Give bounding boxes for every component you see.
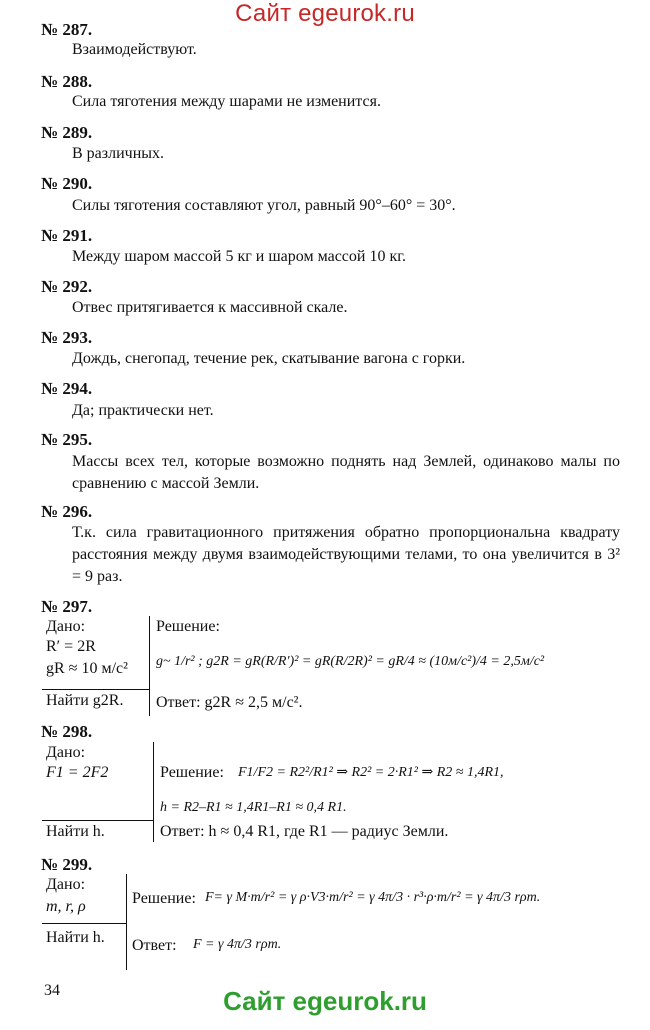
problem-number: № 293. — [41, 328, 93, 347]
problem-number: № 297. — [41, 597, 93, 616]
problem-number: № 296. — [41, 502, 93, 521]
solution-formula: g~ 1/r² ; g2R = gR(R/R′)² = gR(R/2R)² = gR/4 ≈ (10м/с²)/4 = 2,5м/с² — [156, 654, 545, 669]
find-label: Найти h. — [46, 823, 105, 840]
problem-number: № 289. — [41, 123, 93, 142]
problem-answer: Дождь, снегопад, течение рек, скатывание вагона с горки. — [72, 350, 466, 367]
problem-answer: Да; практически нет. — [72, 402, 214, 419]
problem-number: № 292. — [41, 277, 93, 296]
site-watermark-bottom: Сайт egeurok.ru — [223, 986, 427, 1016]
given-value: m, r, ρ — [46, 898, 86, 915]
page-number: 34 — [44, 982, 60, 999]
problem-answer: Отвес притягивается к массивной скале. — [72, 299, 348, 316]
problem-answer: В различных. — [72, 145, 164, 162]
site-watermark-top: Сайт egeurok.ru — [235, 0, 415, 27]
problem-answer: Сила тяготения между шарами не изменится. — [72, 93, 381, 110]
solution-label: Решение: — [132, 890, 196, 907]
answer-line: Ответ: g2R ≈ 2,5 м/с². — [156, 694, 303, 711]
find-label: Найти g2R. — [46, 692, 124, 709]
problem-answer: Массы всех тел, которые возможно поднять над Землей, одинаково малы по сравнению с массой Земли. — [72, 453, 620, 492]
given-label: Дано: — [46, 876, 86, 893]
given-label: Дано: — [46, 618, 86, 635]
problem-answer: Силы тяготения составляют угол, равный 90°–60° = 30°. — [72, 197, 456, 214]
answer-line: Ответ: h ≈ 0,4 R1, где R1 — радиус Земли. — [160, 823, 449, 840]
answer-label: Ответ: — [132, 937, 177, 954]
solution-formula: h = R2–R1 ≈ 1,4R1–R1 ≈ 0,4 R1. — [160, 800, 347, 815]
problem-number: № 299. — [41, 855, 93, 874]
problem-answer: Т.к. сила гравитационного притяжения обратно пропорциональна квадрату расстояния между двумя взаимодействующими телами, то она увеличится в 3² = 9 раз. — [72, 524, 620, 585]
problem-number: № 288. — [41, 72, 93, 91]
problem-number: № 294. — [41, 379, 93, 398]
problem-number: № 290. — [41, 174, 93, 193]
answer-formula: F = γ 4π/3 rρm. — [193, 937, 282, 952]
solution-label: Решение: — [156, 618, 220, 635]
solution-formula: F1/F2 = R2²/R1² ⇒ R2² = 2·R1² ⇒ R2 ≈ 1,4R1, — [238, 765, 504, 780]
problem-number: № 295. — [41, 430, 93, 449]
problem-number: № 291. — [41, 226, 93, 245]
given-value: R′ = 2R — [46, 638, 96, 655]
solution-label: Решение: — [160, 764, 224, 781]
problem-answer: Взаимодействуют. — [72, 41, 197, 58]
given-label: Дано: — [46, 744, 86, 761]
problem-number: № 298. — [41, 722, 93, 741]
given-value: gR ≈ 10 м/с² — [46, 660, 128, 677]
problem-number: № 287. — [41, 20, 93, 39]
problem-answer: Между шаром массой 5 кг и шаром массой 10 кг. — [72, 248, 406, 265]
find-label: Найти h. — [46, 929, 105, 946]
solution-formula: F= γ M·m/r² = γ ρ·V3·m/r² = γ 4π/3 · r³·ρ·m/r² = γ 4π/3 rρm. — [205, 890, 541, 905]
given-value: F1 = 2F2 — [46, 764, 109, 781]
